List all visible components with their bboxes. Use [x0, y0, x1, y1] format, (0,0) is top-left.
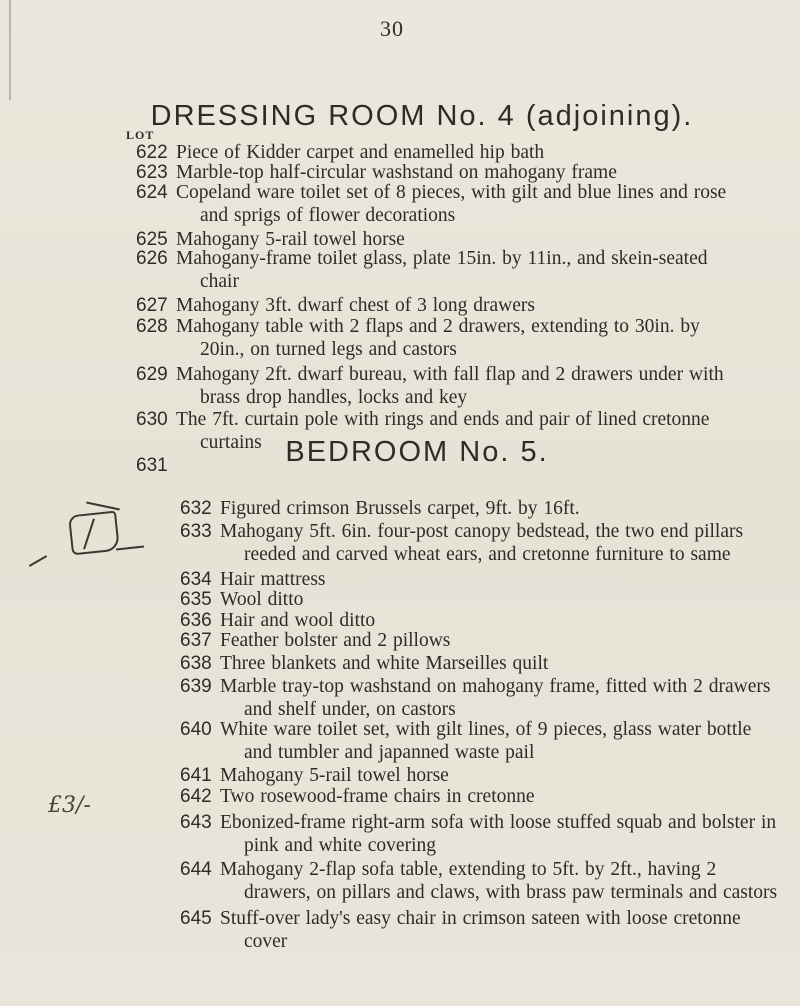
lot-description-continued: and tumbler and japanned waste pail — [244, 742, 535, 763]
lot-number: 635 — [180, 589, 212, 610]
lot-description: Marble-top half-circular washstand on mahogany frame — [176, 162, 617, 183]
lot-description-continued: curtains — [200, 432, 262, 453]
section-title-dressing-room: DRESSING ROOM No. 4 (adjoining). — [150, 100, 694, 132]
lot-number: 627 — [136, 295, 168, 316]
lot-number: 639 — [180, 676, 212, 697]
lot-description: Copeland ware toilet set of 8 pieces, with gilt and blue lines and rose — [176, 182, 727, 203]
handwritten-bracket-mark — [68, 511, 120, 556]
lot-number: 631 — [136, 455, 168, 476]
lot-description: Marble tray-top washstand on mahogany frame, fitted with 2 drawers — [220, 676, 771, 697]
page-number: 30 — [380, 16, 404, 41]
lot-description: Mahogany 2-flap sofa table, extending to 5ft. by 2ft., having 2 — [220, 859, 717, 880]
lot-description: Mahogany table with 2 flaps and 2 drawers, extending to 30in. by — [176, 316, 700, 337]
lot-number: 638 — [180, 653, 212, 674]
lot-description-continued: 20in., on turned legs and castors — [200, 339, 457, 360]
lot-number: 629 — [136, 364, 168, 385]
lot-description-continued: and shelf under, on castors — [244, 699, 456, 720]
lot-description: Mahogany 5ft. 6in. four-post canopy bedstead, the two end pillars — [220, 521, 744, 542]
lot-description: Figured crimson Brussels carpet, 9ft. by 16ft. — [220, 498, 580, 519]
lot-description-continued: drawers, on pillars and claws, with brass paw terminals and castors — [244, 882, 778, 903]
lot-description: Three blankets and white Marseilles quilt — [220, 653, 549, 674]
section-title-bedroom: BEDROOM No. 5. — [285, 436, 549, 468]
lot-number: 626 — [136, 248, 168, 269]
lot-number: 636 — [180, 610, 212, 631]
lot-description: Stuff-over lady's easy chair in crimson sateen with loose cretonne — [220, 908, 741, 929]
lot-number: 642 — [180, 786, 212, 807]
lot-description: White ware toilet set, with gilt lines, of 9 pieces, glass water bottle — [220, 719, 752, 740]
lot-number: 632 — [180, 498, 212, 519]
lot-number: 624 — [136, 182, 168, 203]
lot-number: 628 — [136, 316, 168, 337]
lot-description: Ebonized-frame right-arm sofa with loose stuffed squab and bolster in — [220, 812, 777, 833]
lot-description-continued: chair — [200, 271, 239, 292]
lot-column-label: LOT — [126, 128, 155, 142]
handwritten-price-645: £3/- — [48, 793, 91, 818]
lot-number: 622 — [136, 142, 168, 163]
lot-description: Two rosewood-frame chairs in cretonne — [220, 786, 535, 807]
lot-description-continued: pink and white covering — [244, 835, 436, 856]
lot-description: Mahogany-frame toilet glass, plate 15in. by 11in., and skein-seated — [176, 248, 708, 269]
lot-number: 634 — [180, 569, 212, 590]
lot-description: Feather bolster and 2 pillows — [220, 630, 451, 651]
lot-description: The 7ft. curtain pole with rings and ends and pair of lined cretonne — [176, 409, 710, 430]
lot-number: 633 — [180, 521, 212, 542]
lot-description: Hair and wool ditto — [220, 610, 376, 631]
lot-number: 630 — [136, 409, 168, 430]
lot-number: 645 — [180, 908, 212, 929]
lot-number: 625 — [136, 229, 168, 250]
lot-description: Hair mattress — [220, 569, 326, 590]
lot-description-continued: and sprigs of flower decorations — [200, 205, 456, 226]
lot-description: Mahogany 2ft. dwarf bureau, with fall flap and 2 drawers under with — [176, 364, 724, 385]
lot-description: Piece of Kidder carpet and enamelled hip bath — [176, 142, 545, 163]
lot-description-continued: cover — [244, 931, 288, 952]
lot-description: Mahogany 3ft. dwarf chest of 3 long drawers — [176, 295, 535, 316]
lot-number: 644 — [180, 859, 212, 880]
lot-description-continued: reeded and carved wheat ears, and cretonne furniture to same — [244, 544, 731, 565]
lot-number: 643 — [180, 812, 212, 833]
lot-description: Mahogany 5-rail towel horse — [176, 229, 405, 250]
lot-number: 640 — [180, 719, 212, 740]
lot-number: 623 — [136, 162, 168, 183]
lot-description-continued: brass drop handles, locks and key — [200, 387, 468, 408]
lot-description: Wool ditto — [220, 589, 304, 610]
lot-description: Mahogany 5-rail towel horse — [220, 765, 449, 786]
lot-number: 641 — [180, 765, 212, 786]
lot-number: 637 — [180, 630, 212, 651]
